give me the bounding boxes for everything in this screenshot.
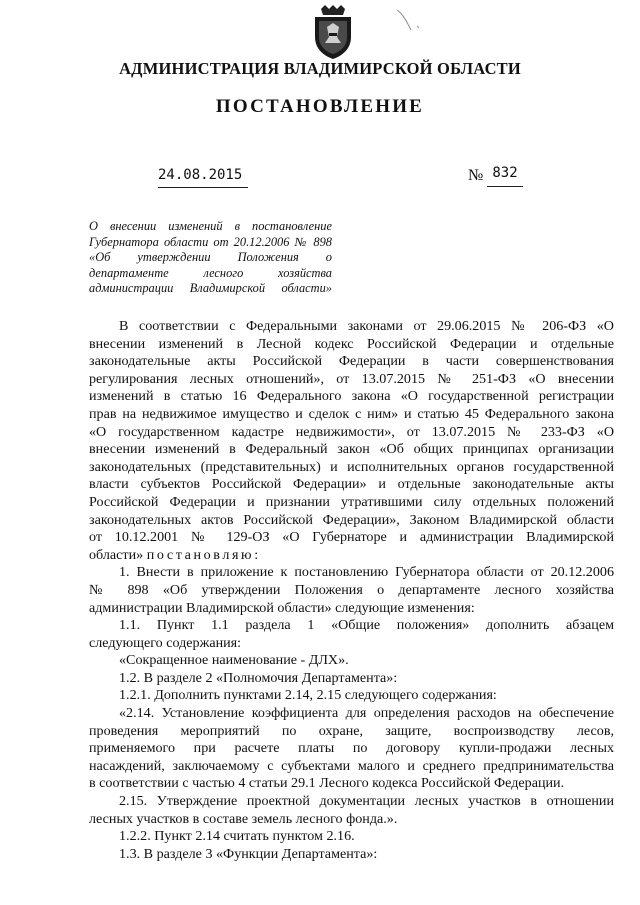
body-line: законодательных актов Российской Федерации», Законом Владимирской области [89,511,614,528]
body-line: законодательные акты Российской Федерации в части совершенствования [89,353,614,370]
body-line: 2.15. Утверждение проектной документации лесных участков в отношении [119,793,614,810]
body-line-with-decree [89,547,614,565]
body-line: администрации Владимирской области» следующие изменения: [89,599,475,616]
body-line: № 898 «Об утверждении Положения о департаменте лесного хозяйства [89,581,614,598]
subject-line: администрации Владимирской области» [89,281,332,296]
subject-line: «Об утверждении Положения о [89,250,332,265]
body-line: 1. Внести в приложение к постановлению Губернатора области от 20.12.2006 [119,564,614,581]
body-line: «О государственном кадастре недвижимости», от 13.07.2015 № 233-ФЗ «О [89,423,614,440]
decree-word: постановляю: [146,546,261,563]
subject-line: департаменте лесного хозяйства [89,265,332,280]
body-line: лесных участков в составе земель лесного фонда.». [89,810,398,827]
body-line: в соответствии с частью 4 статьи 29.1 Лесного кодекса Российской Федерации. [89,775,565,792]
body-line: законодательных (представительных) и исполнительных органов государственной [89,458,614,475]
organization-title: АДМИНИСТРАЦИЯ ВЛАДИМИРСКОЙ ОБЛАСТИ [119,59,521,78]
coat-of-arms-icon [307,3,359,61]
body-line: проведения мероприятий по охране, защите, воспроизводству лесов, [89,722,614,739]
body-line: применяемого при расчете платы по договору купли-продажи лесных [89,740,614,757]
body-line: регулирования лесных отношений», от 13.07.2015 № 251-ФЗ «О внесении [89,370,614,387]
document-date: 24.08.2015 [158,167,248,188]
document-body [89,318,614,863]
body-line: изменений в статью 16 Федерального закона «О государственной регистрации [89,388,614,405]
body-text: области» [89,546,144,563]
body-line: В соответствии с Федеральными законами от 29.06.2015 № 206-ФЗ «О [119,318,614,334]
body-line: 1.3. В разделе 3 «Функции Департамента»: [119,845,378,862]
body-line: насаждений, заключаемому с субъектами малого и среднего предпринимательства [89,757,614,774]
body-line: 1.2.2. Пункт 2.14 считать пунктом 2.16. [119,828,355,845]
pen-mark [395,8,425,38]
body-line: Российской Федерации и признании утратившими силу отдельных положений [89,493,614,510]
body-line: от 10.12.2001 № 129-ОЗ «О Губернаторе и администрации Владимирской [89,529,614,546]
body-line: прав на недвижимое имущество и сделок с ним» и статью 45 Федерального закона [89,405,614,422]
subject-line: Губернатора области от 20.12.2006 № 898 [89,234,332,249]
document-type-title: ПОСТАНОВЛЕНИЕ [215,96,425,117]
document-subject [89,219,332,297]
subject-line: О внесении изменений в постановление [89,219,332,233]
body-line: следующего содержания: [89,634,242,651]
body-line: 1.2. В разделе 2 «Полномочия Департамента»: [119,669,398,686]
body-line: 1.1. Пункт 1.1 раздела 1 «Общие положения» дополнить абзацем [119,617,614,634]
body-line: власти субъектов Российской Федерации» и отдельные законодательные акты [89,476,614,493]
number-sign: № [468,167,484,184]
body-line: «Сокращенное наименование - ДЛХ». [119,652,349,669]
document-number: 832 [487,165,523,187]
body-line: внесении изменений в Лесной кодекс Российской Федерации и отдельные [89,335,614,352]
body-line: 1.2.1. Дополнить пунктами 2.14, 2.15 следующего содержания: [119,687,497,704]
body-line: внесении изменений в Федеральный закон «Об общих принципах организации [89,441,614,458]
body-line: «2.14. Установление коэффициента для определения расходов на обеспечение [119,705,614,722]
